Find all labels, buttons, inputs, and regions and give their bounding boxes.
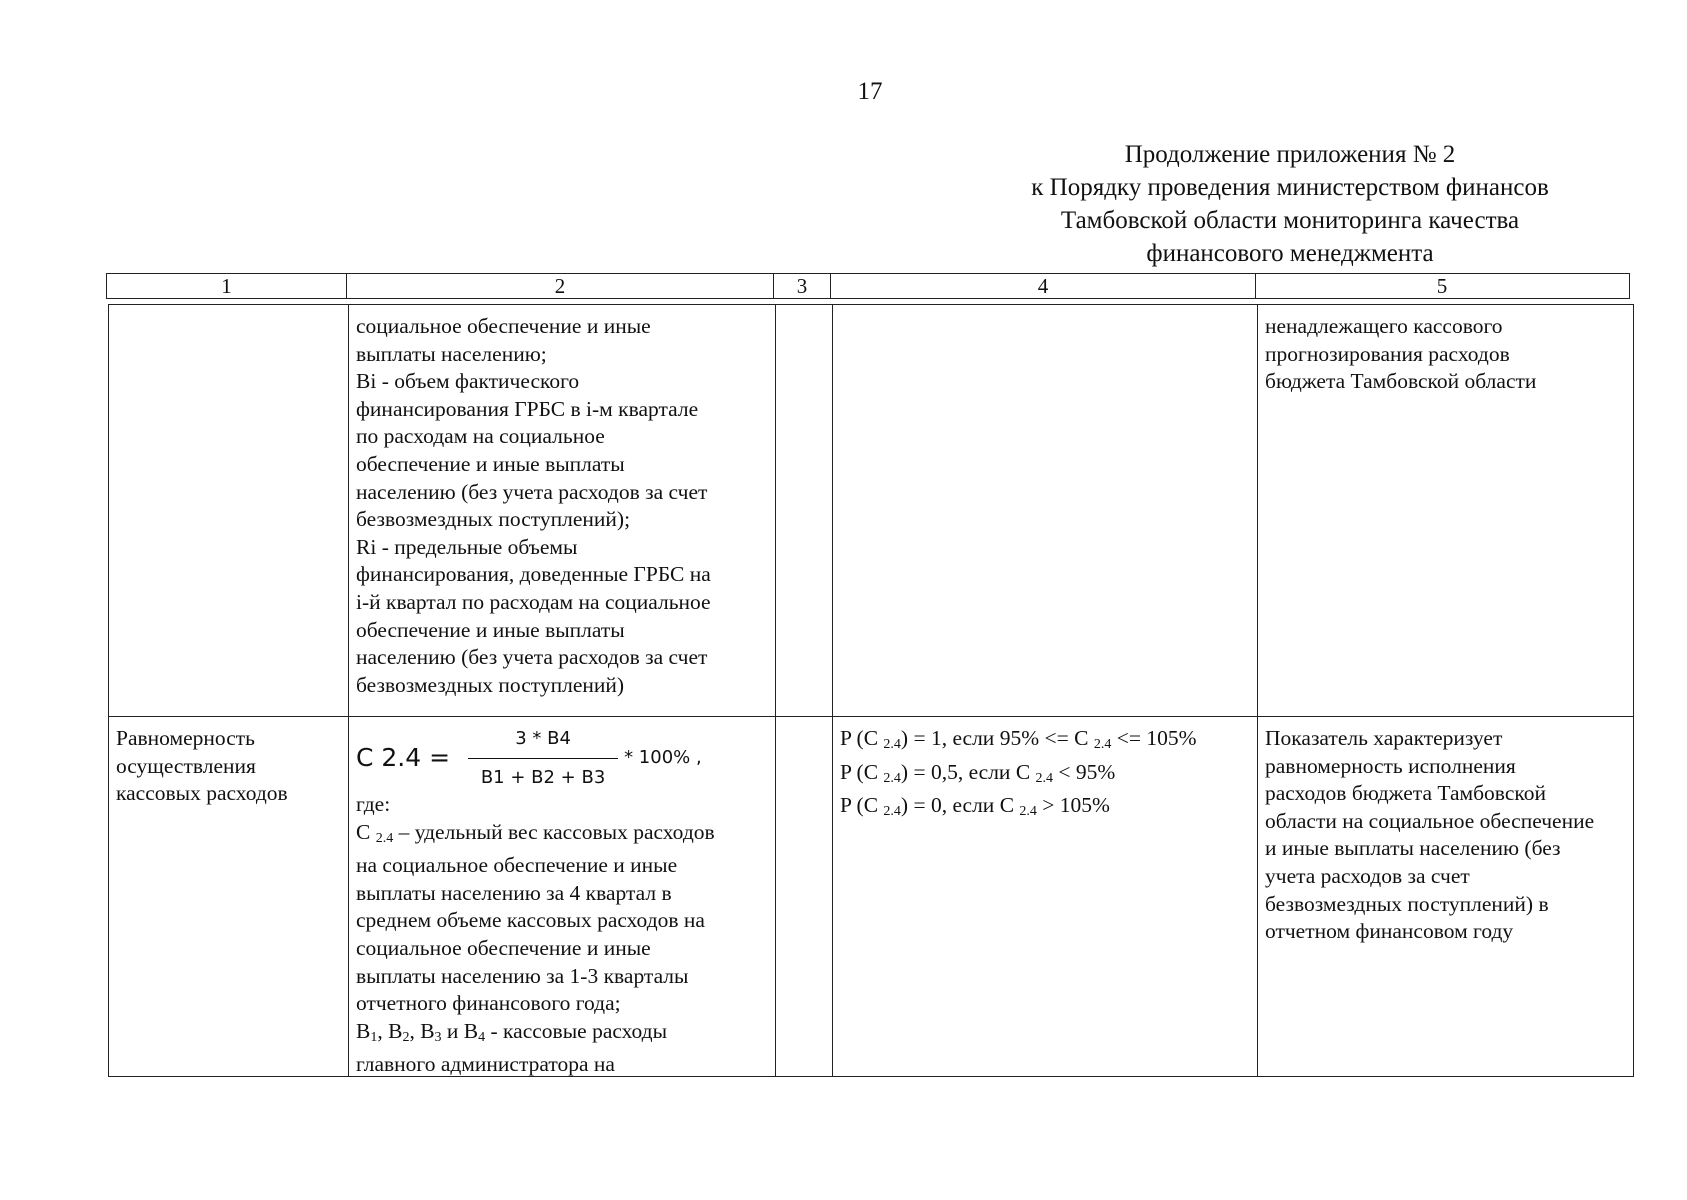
formula-lhs: C 2.4 = [356, 743, 451, 773]
text-line: i-й квартал по расходам на социальное [356, 589, 711, 614]
text-line: C $_{2.4}$ – удельный вес кассовых расходов [356, 819, 715, 846]
cell-indicator-name [109, 717, 349, 1076]
heading-line: к Порядку проведения министерством финансов [1031, 174, 1549, 201]
text-line: главного администратора на [356, 1052, 615, 1077]
text-line: социальное обеспечение и иные [356, 935, 651, 960]
cell-formula [349, 305, 776, 716]
column-number: 4 [831, 274, 1256, 298]
cell-comment [1258, 717, 1632, 1076]
heading-line: Тамбовской области мониторинга качества [1060, 207, 1520, 234]
cell-unit [776, 717, 833, 1076]
heading-line: финансового менеджмента [1146, 240, 1434, 267]
text-line: равномерность исполнения [1265, 753, 1516, 778]
text-line: выплаты населению за 4 квартал в [356, 880, 672, 905]
text-line: безвозмездных поступлений) в [1265, 891, 1549, 916]
text-line: населению (без учета расходов за счет [356, 645, 708, 670]
text-line: по расходам на социальное [356, 424, 605, 449]
table-row [109, 305, 1633, 717]
text-line: Bi - объем фактического [356, 369, 580, 394]
text-line: отчетном финансовом году [1265, 919, 1514, 944]
text-line: Показатель характеризует [1265, 726, 1503, 750]
formula-tail: * 100% , [624, 747, 702, 769]
cell-scoring [833, 305, 1258, 716]
text-line: населению (без учета расходов за счет [356, 479, 708, 504]
text-line: расходов бюджета Тамбовской [1265, 781, 1546, 806]
text-line: безвозмездных поступлений); [356, 507, 631, 532]
text-line: и иные выплаты населению (без [1265, 836, 1561, 861]
column-number: 2 [347, 274, 774, 298]
text-line: финансирования, доведенные ГРБС на [356, 562, 711, 587]
text-line: Равномерность [116, 726, 255, 750]
formula-c24 [356, 725, 769, 791]
cell-indicator-name [109, 305, 349, 716]
cell-formula [349, 717, 776, 1076]
cell-unit [776, 305, 833, 716]
table-row [109, 717, 1633, 1076]
text-line: области на социальное обеспечение [1265, 808, 1595, 833]
text-line: бюджета Тамбовской области [1265, 369, 1537, 394]
text-line: на социальное обеспечение и иные [356, 853, 678, 878]
text-line: обеспечение и иные выплаты [356, 617, 625, 642]
formula-denominator: B1 + B2 + B3 [480, 766, 606, 788]
text-line: отчетного финансового года; [356, 991, 621, 1016]
indicator-table [108, 304, 1634, 1077]
text-line: социальное обеспечение и иные [356, 314, 651, 338]
text-line: выплаты населению за 1-3 кварталы [356, 963, 689, 988]
text-line: где: [356, 792, 391, 816]
column-number: 3 [774, 274, 831, 298]
text-line: выплаты населению; [356, 341, 547, 366]
text-line: Ri - предельные объемы [356, 534, 578, 559]
text-line: учета расходов за счет [1265, 863, 1470, 888]
cell-comment [1258, 305, 1632, 716]
text-line: кассовых расходов [116, 781, 288, 806]
text-line: осуществления [116, 753, 256, 778]
cell-scoring [833, 717, 1258, 1076]
scoring-rule: P (C $_{2.4}$) = 1, если 95% <= C $_{2.4}$ <= 105% [840, 726, 1197, 752]
page-number: 17 [857, 78, 883, 105]
column-number: 5 [1436, 274, 1448, 298]
text-line: финансирования ГРБС в i-м квартале [356, 396, 699, 421]
column-number: 1 [107, 274, 347, 298]
text-line: среднем объеме кассовых расходов на [356, 908, 705, 933]
text-line: ненадлежащего кассового [1265, 314, 1503, 338]
text-line: безвозмездных поступлений) [356, 672, 625, 697]
formula-numerator: 3 * B4 [515, 727, 571, 749]
scoring-rule: P (C $_{2.4}$) = 0, если C $_{2.4}$ > 105% [840, 793, 1110, 820]
text-line: $B_1$, $B_2$, $B_3$ и $B_4$ - кассовые расходы [356, 1018, 668, 1045]
appendix-heading [980, 138, 1600, 270]
text-line: прогнозирования расходов [1265, 341, 1510, 366]
heading-line: Продолжение приложения № 2 [1124, 141, 1456, 168]
scoring-rule: P (C $_{2.4}$) = 0,5, если C $_{2.4}$ < 95% [840, 759, 1116, 786]
column-number-header [106, 273, 1630, 299]
text-line: обеспечение и иные выплаты [356, 451, 625, 476]
formula-fraction [468, 725, 618, 791]
